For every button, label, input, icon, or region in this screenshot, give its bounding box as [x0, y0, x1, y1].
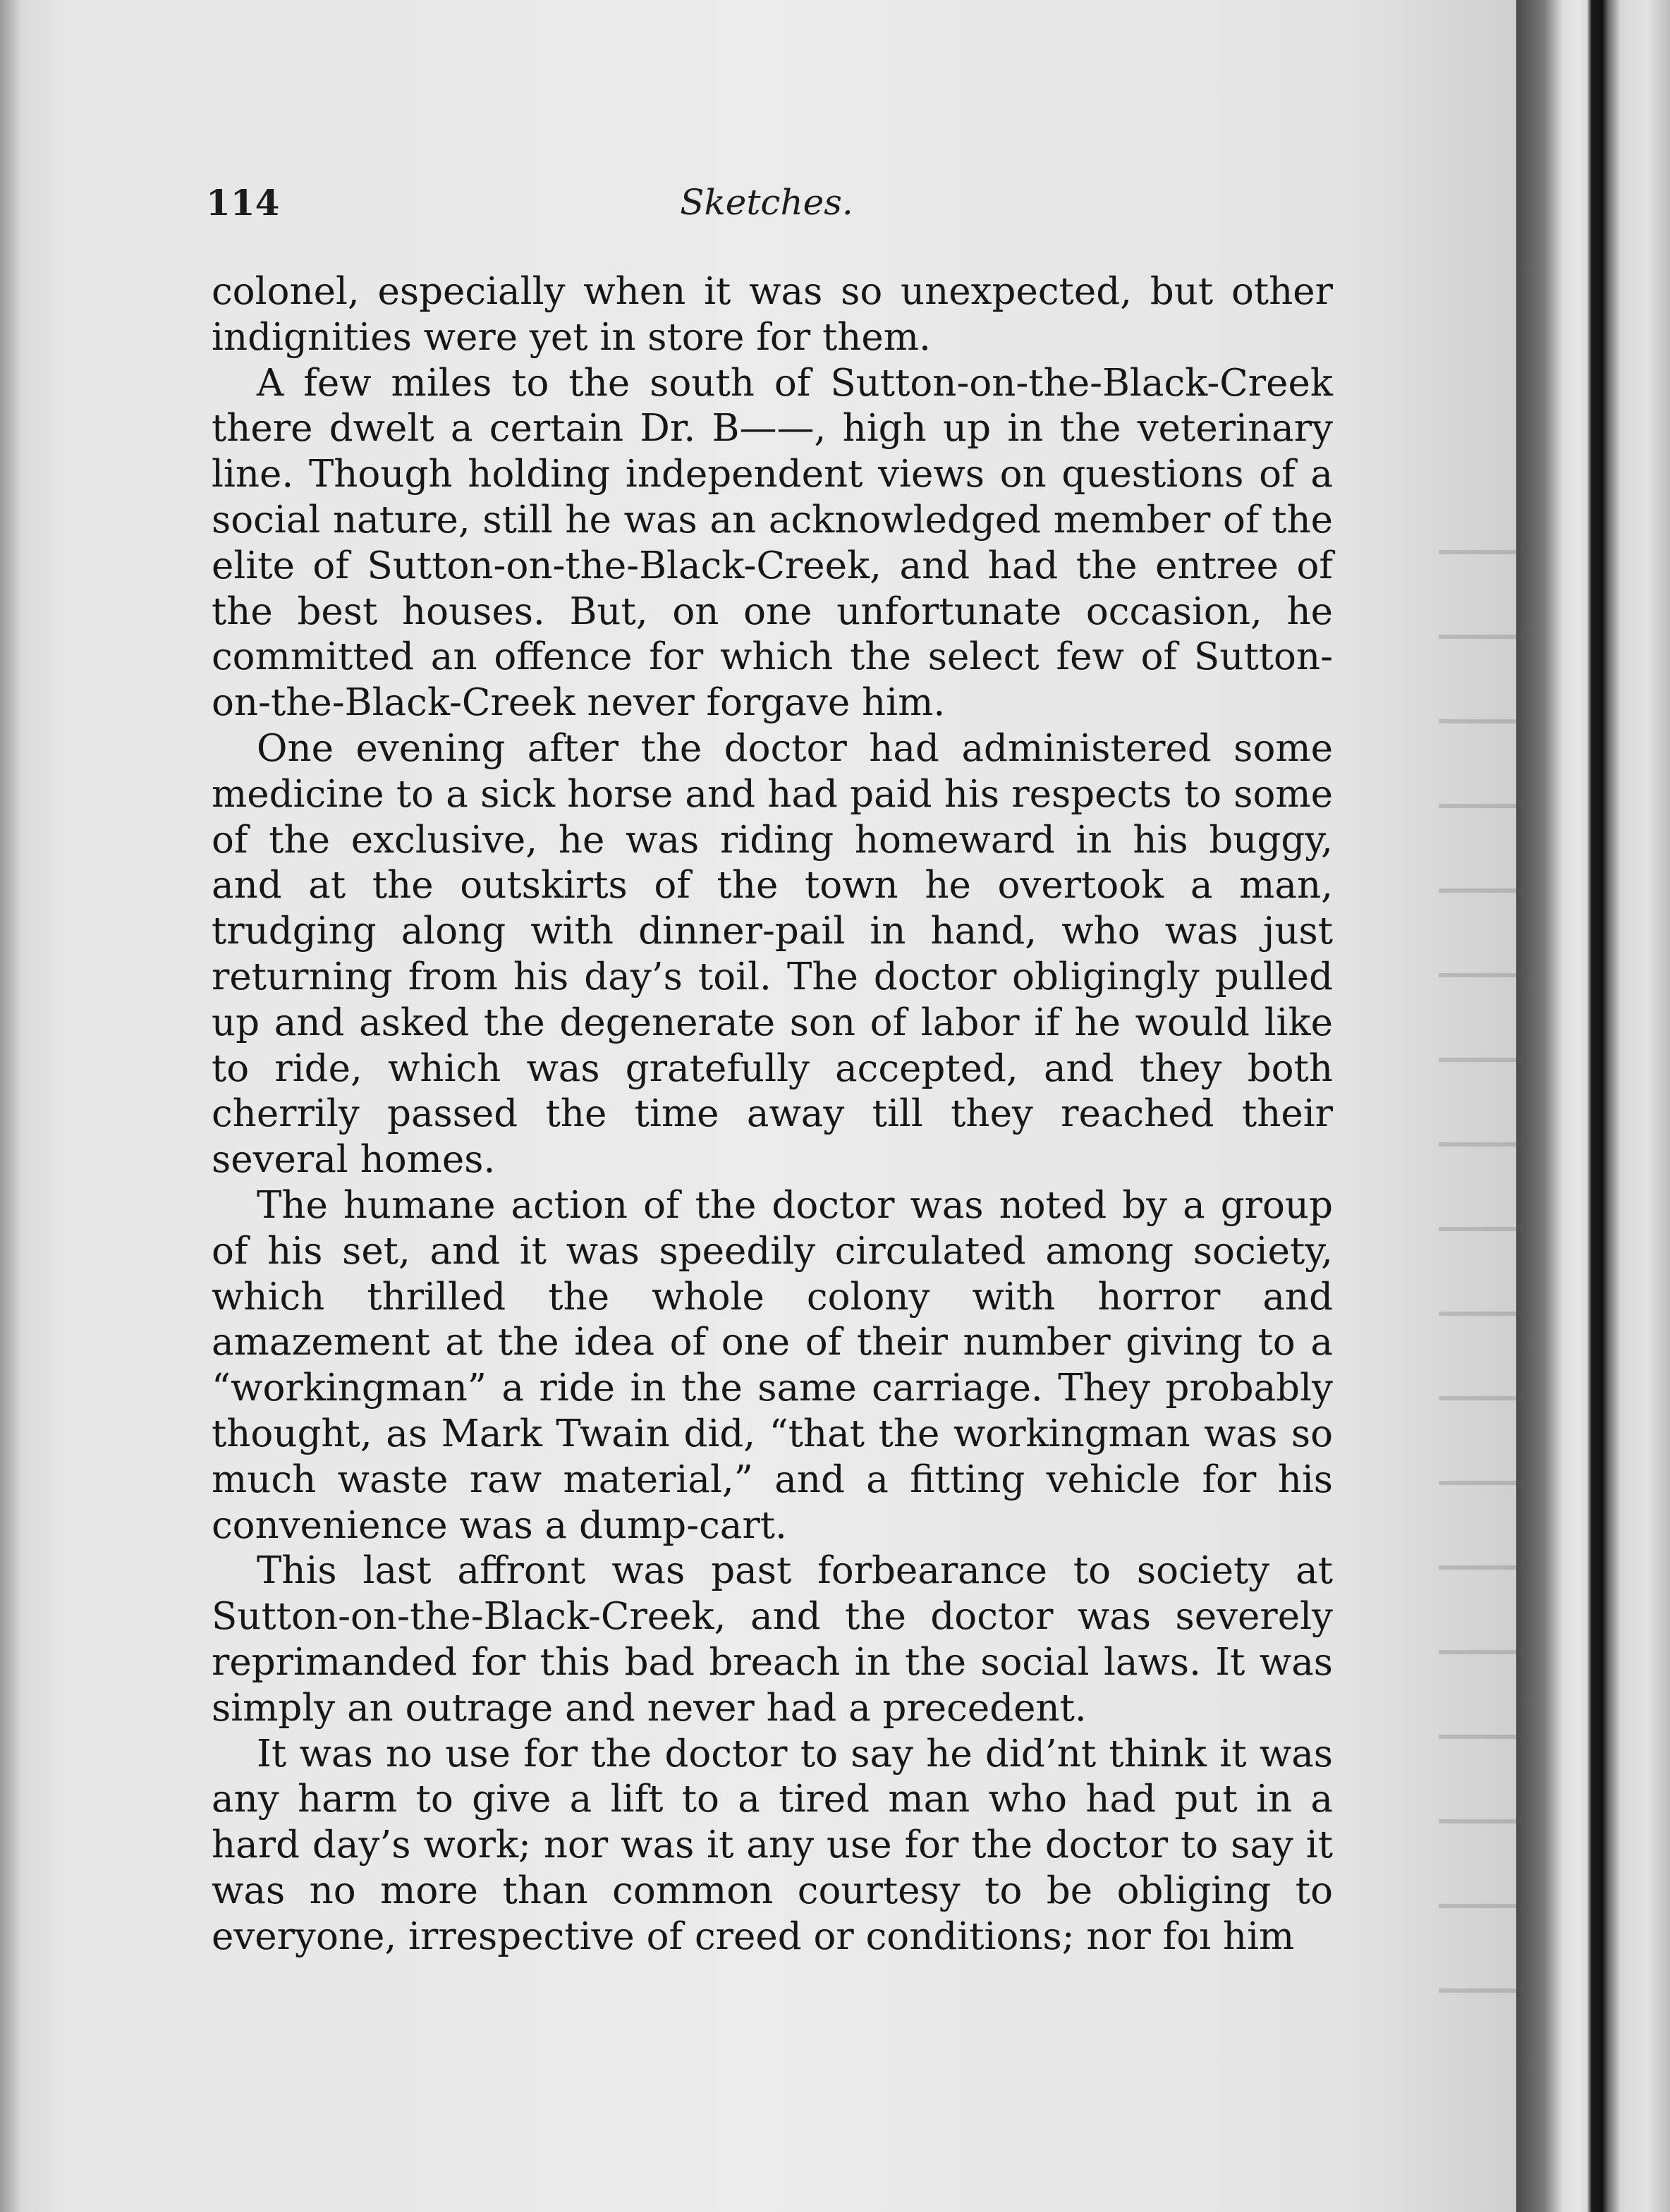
page-edge-shadow — [0, 0, 21, 2212]
paragraph: colonel, especially when it was so unexpected, but other indignities were yet in store for them. — [212, 270, 1333, 359]
paragraph: A few miles to the south of Sutton-on-the-Black-Creek there dwelt a certain Dr. B——, high up in the veterinary line. Though holding independent views on questions of a social nature, still he was an acknowledged member of the elite of Sutton-on-the-Black-Creek, and had the entree of the best houses. But, on one unfortunate occasion, he committed an offence for which the select few of Sutton-on-the-Black-Creek never forgave him. — [212, 361, 1333, 725]
paragraph: It was no use for the doctor to say he did’nt think it was any harm to give a lift to a tired man who had put in a hard day’s work; nor was it any use for the doctor to say it was no more than common courtesy to be obliging to everyone, irrespective of creed or conditions; nor foı him — [212, 1732, 1333, 1958]
page-header — [206, 182, 1327, 231]
page-number: 114 — [206, 182, 280, 224]
paragraph: One evening after the doctor had administered some medicine to a sick horse and had paid his respects to some of the exclusive, he was riding homeward in his buggy, and at the outskirts of the town he overtook a man, trudging along with dinner-pail in hand, who was just returning from his day’s toil. The doctor obligingly pulled up and asked the degenerate son of labor if he would like to ride, which was gratefully accepted, and they both cherrily passed the time away till they reached their several homes. — [212, 726, 1333, 1182]
paragraph: This last affront was past forbearance to society at Sutton-on-the-Black-Creek, and the doctor was severely reprimanded for this bad breach in the social laws. It was simply an outrage and never had a precedent. — [212, 1549, 1333, 1730]
book-binding — [1516, 0, 1670, 2212]
torn-page-edge — [1439, 550, 1523, 2031]
paragraph: The humane action of the doctor was noted by a group of his set, and it was speedily circulated among society, which thrilled the whole colony with horror and amazement at the idea of one of their number giving to a “workingman” a ride in the same carriage. They probably thought, as Mark Twain did, “that the workingman was so much waste raw material,” and a fitting vehicle for his convenience was a dump-cart. — [212, 1183, 1333, 1547]
body-text — [212, 269, 1333, 1960]
running-title: Sketches. — [680, 182, 853, 223]
